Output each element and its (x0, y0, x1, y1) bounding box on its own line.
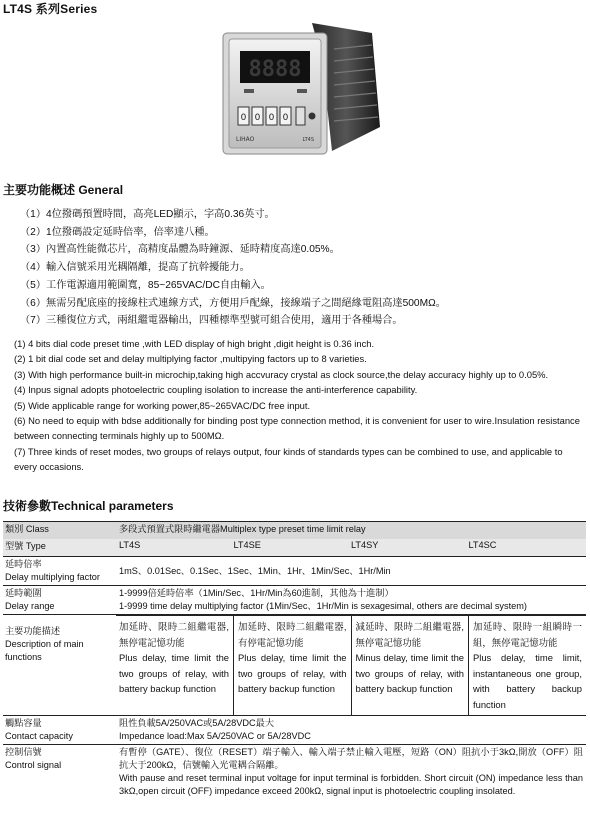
delay-factor-label-en: Delay multiplying factor (5, 572, 100, 582)
contact-label-en: Contact capacity (5, 731, 73, 741)
list-item: (4) Inpus signal adopts photoelectric coupling isolation to increase the anti-interference capability. (14, 384, 418, 396)
product-photo (222, 19, 384, 158)
list-item: （1）4位撥碼預置時間，高亮LED顯示，字高0.36英寸。 (20, 209, 275, 220)
table-row (3, 716, 586, 745)
function-en: Plus delay, time limit the two groups of relay, with battery backup function (238, 652, 347, 694)
delay-factor-label-cn: 延時倍率 (5, 559, 42, 569)
function-cn: 加延時、限時二組繼電器,無停電記憶功能 (119, 621, 229, 648)
function-cn: 減延時、限時二組繼電器,無停電記憶功能 (355, 621, 464, 648)
function-en: Plus delay, time limit the two groups of relay, with battery backup function (119, 652, 229, 694)
general-en-list (14, 336, 588, 475)
functions-label-en: Description of main functions (5, 639, 84, 662)
brand-label: LIHAO (236, 136, 255, 143)
function-en: Plus delay, time limit, instantaneous one group, with battery backup function (473, 652, 582, 710)
general-cn-list (20, 206, 446, 330)
table-row (3, 557, 586, 586)
table-row (3, 522, 586, 540)
list-item: （2）1位撥碼設定延時倍率，倍率達八種。 (20, 226, 215, 238)
delay-range-value-cn: 1-9999倍延時倍率（1Min/Sec、1Hr/Min為60進制，其他為十進制） (119, 588, 394, 598)
contact-value-cn: 阻性負載5A/250VAC或5A/28VDC最大 (119, 718, 275, 728)
delay-factor-value: 1mS、0.01Sec、0.1Sec、1Sec、1Min、1Hr、1Min/Sec、1Hr/Min (116, 557, 586, 586)
type-cell: LT4SE (234, 539, 352, 554)
contact-value-en: Impedance load:Max 5A/250VAC or 5A/28VDC (119, 731, 311, 741)
list-item: （3）內置高性能微芯片，高精度晶體為時鐘源、延時精度高達0.05%。 (20, 244, 340, 256)
table-row (3, 539, 586, 557)
list-item: （5）工作電源適用範圍寬，85~265VAC/DC自由輸入。 (20, 279, 271, 291)
list-item: （7）三種復位方式，兩組繼電器輸出，四種標準型號可組合使用，適用于各種場合。 (20, 315, 403, 327)
control-label-en: Control signal (5, 760, 62, 770)
list-item: (7) Three kinds of reset modes, two groups of relays output, four kinds of standards types can be combined to use, and applicable to every occasions. (14, 445, 563, 473)
contact-label-cn: 觸點容量 (5, 718, 42, 728)
function-en: Minus delay, time limit the two groups of relay, with battery backup function (355, 652, 464, 694)
type-cell: LT4SY (351, 539, 469, 554)
function-cn: 加延時、限時一組瞬時一組，無停電記憶功能 (473, 621, 582, 648)
dial-digit: 0 (254, 113, 261, 123)
series-title: LT4S 系列Series (3, 2, 98, 16)
table-row (3, 615, 586, 716)
class-label: 類別 Class (3, 522, 116, 540)
control-value-cn: 有暫停（GATE）、復位（RESET）端子輸入、輸入端子禁止輸入電壓，短路（ON）阻抗小于3kΩ,開放（OFF）阻抗大于200kΩ，信號輸入光電耦合隔離。 (119, 747, 583, 770)
control-label-cn: 控制信號 (5, 747, 42, 757)
delay-range-label-en: Delay range (5, 601, 55, 611)
list-item: (3) With high performance built-in microchip,taking high accvuracy crystal as clock source,the delay accuracy highly up to 0.05%. (14, 368, 549, 380)
dial-digit: 0 (282, 113, 289, 123)
type-cell: LT4S (116, 539, 234, 554)
model-label: LT4S (302, 137, 314, 143)
table-row (3, 745, 586, 800)
type-cell: LT4SC (469, 539, 587, 554)
spec-table (3, 521, 586, 799)
list-item: （6）無需另配底座的接線柱式連線方式，方便用戶配線，接線端子之間絕緣電阻高達500MΩ。 (20, 297, 446, 309)
dial-digit: 0 (240, 113, 247, 123)
delay-range-label-cn: 延時範圍 (5, 588, 42, 598)
list-item: （4）輸入信號采用光耦隔離，提高了抗幹擾能力。 (20, 262, 250, 274)
led-display: 8888 (248, 57, 302, 82)
control-value-en: With pause and reset terminal input voltage for input terminal is forbidden. Short circuit (ON) impedance less than 3kΩ,open circuit (OFF) impedance exceed 200kΩ, signal input is photoelectric coupling insolated. (119, 773, 583, 796)
table-row (3, 586, 586, 615)
list-item: (1) 4 bits dial code preset time ,with LED display of high bright ,digit height is 0.36 inch. (14, 338, 375, 349)
list-item: (6) No need to equip with bdse additionally for binding post type connection method, it is convenient for user to wire.Insulation resistance between connecting terminals highly up to 500MΩ. (14, 415, 580, 442)
function-cn: 加延時、限時二組繼電器,有停電記憶功能 (238, 621, 347, 648)
general-title: 主要功能概述 General (3, 183, 124, 197)
functions-label-cn: 主要功能描述 (5, 626, 61, 636)
list-item: (2) 1 bit dial code set and delay multiplying factor ,multipying factors up to 8 varieties. (14, 353, 367, 365)
class-value: 多段式預置式限時繼電器Multiplex type preset time limit relay (116, 522, 586, 540)
technical-title: 技術參數Technical parameters (3, 499, 174, 513)
type-label: 型號 Type (3, 539, 116, 557)
delay-range-value-en: 1-9999 time delay multiplying factor (1Min/Sec、1Hr/Min is sexagesimal, others are decimal system) (119, 601, 527, 611)
dial-digit: 0 (268, 113, 275, 123)
list-item: (5) Wide applicable range for working power,85~265VAC/DC free input. (14, 399, 311, 411)
